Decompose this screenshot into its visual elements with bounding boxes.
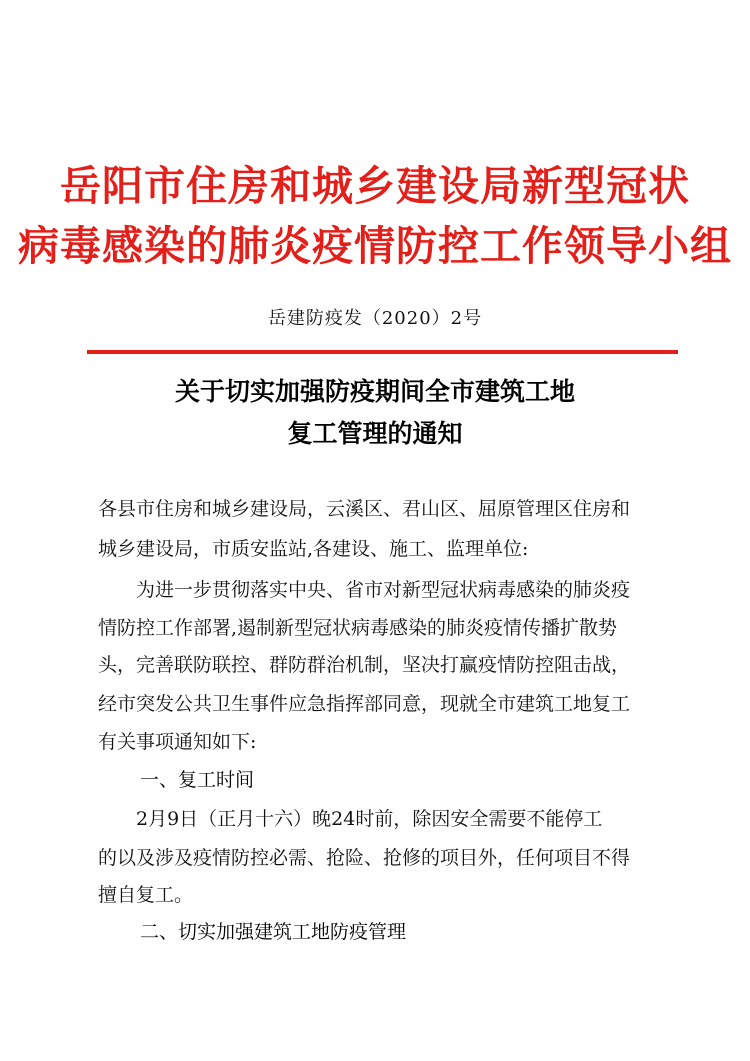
document-number: 岳建防疫发（2020）2号 [267,308,483,329]
section-heading-2: 二、切实加强建筑工地防疫管理 [140,921,407,943]
notice-title-line-1: 关于切实加强防疫期间全市建筑工地 [174,377,575,406]
section1-line-3: 擅自复工。 [98,884,194,906]
intro-line-2: 情防控工作部署,遏制新型冠状病毒感染的肺炎疫情传播扩散势 [98,617,618,639]
intro-line-5: 有关事项通知如下: [98,731,257,753]
org-title-line-1: 岳阳市住房和城乡建设局新型冠状 [60,162,690,210]
addressee-line-2: 城乡建设局，市质安监站,各建设、施工、监理单位: [98,538,529,560]
red-divider-line [87,350,678,354]
intro-line-4: 经市突发公共卫生事件应急指挥部同意，现就全市建筑工地复工 [98,693,631,715]
notice-title-line-2: 复工管理的通知 [287,419,463,448]
intro-line-3: 头，完善联防联控、群防群治机制，坚决打赢疫情防控阻击战， [98,654,631,676]
section-heading-1: 一、复工时间 [140,769,255,791]
intro-line-1: 为进一步贯彻落实中央、省市对新型冠状病毒感染的肺炎疫 [98,579,631,601]
section1-line-1: 2月9日（正月十六）晚24时前，除因安全需要不能停工 [98,808,603,830]
addressee-line-1: 各县市住房和城乡建设局，云溪区、君山区、屈原管理区住房和 [98,498,631,520]
org-title-line-2: 病毒感染的肺炎疫情防控工作领导小组 [18,222,732,270]
section1-line-2: 的以及涉及疫情防控必需、抢险、抢修的项目外，任何项目不得 [98,847,631,869]
